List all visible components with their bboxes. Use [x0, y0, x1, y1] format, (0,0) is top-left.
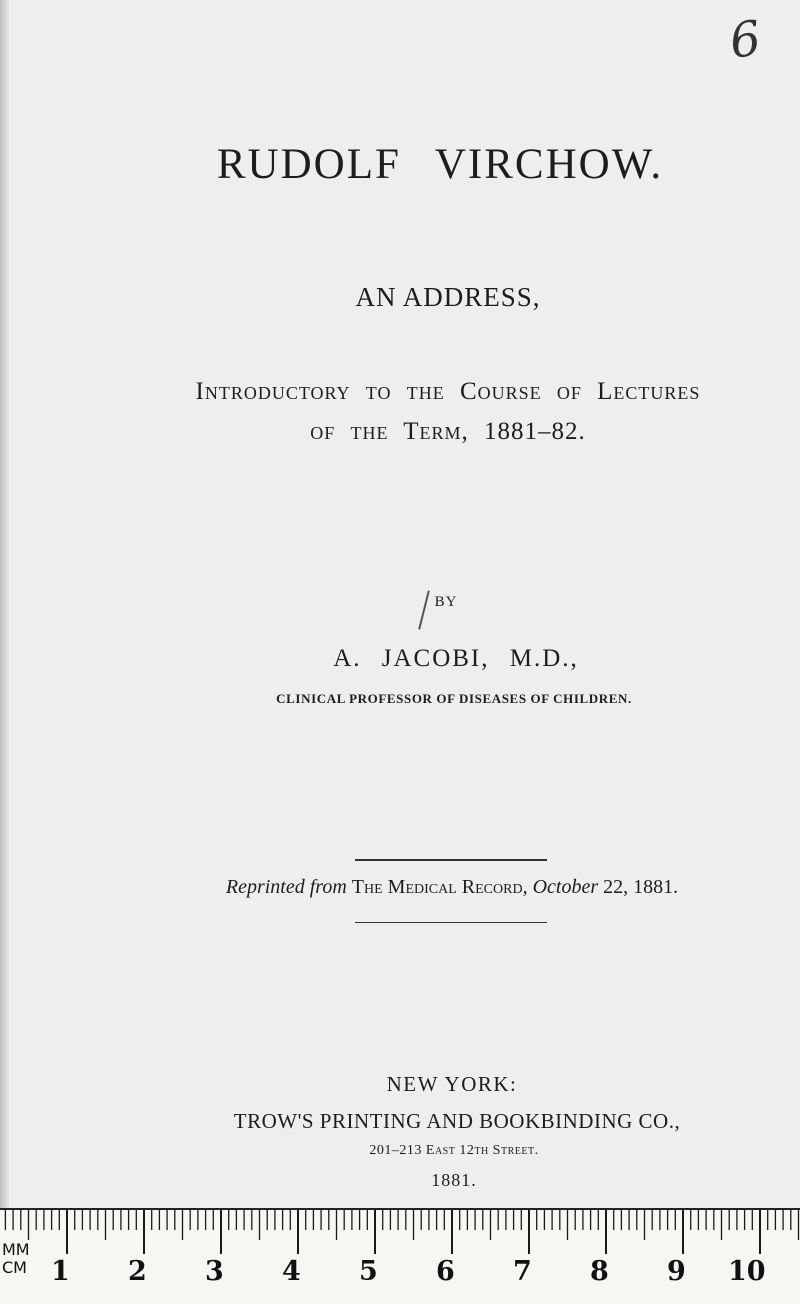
- introductory-line-1: Introductory to the Course of Lectures: [195, 378, 701, 405]
- ruler-number: 3: [205, 1256, 224, 1287]
- measurement-ruler: [0, 1208, 800, 1304]
- imprint-year: 1881.: [431, 1170, 477, 1190]
- ruler-unit-cm: CM: [2, 1258, 27, 1277]
- imprint-address: 201–213 East 12th Street.: [369, 1143, 539, 1158]
- author-name: A. JACOBI, M.D.,: [333, 645, 579, 672]
- reprint-date: October: [532, 876, 599, 898]
- reprint-prefix: Reprinted from: [225, 876, 347, 898]
- imprint-city: NEW YORK:: [386, 1072, 518, 1096]
- ruler-number: 10: [728, 1256, 766, 1287]
- ruler-unit-mm: MM: [2, 1240, 30, 1259]
- ruler-number: 9: [667, 1256, 686, 1287]
- pencil-page-number: 6: [726, 10, 765, 70]
- ruler-number: 8: [590, 1256, 609, 1287]
- ruler-number: 6: [436, 1256, 455, 1287]
- reprint-day-year: 22, 1881.: [603, 876, 679, 898]
- ruler-number: 2: [128, 1256, 147, 1287]
- divider-bottom: [355, 922, 547, 923]
- introductory-line-2: of the Term, 1881–82.: [310, 418, 586, 445]
- ruler-number: 5: [359, 1256, 378, 1287]
- byline: BY: [434, 594, 458, 610]
- ruler-number: 4: [282, 1256, 301, 1287]
- author-position: CLINICAL PROFESSOR OF DISEASES OF CHILDREN.: [276, 691, 632, 706]
- ruler-number: 1: [51, 1256, 70, 1287]
- document-subtitle: AN ADDRESS,: [355, 282, 541, 312]
- divider-top: [355, 859, 547, 861]
- reprint-notice: [52, 876, 800, 899]
- imprint-publisher: TROW'S PRINTING AND BOOKBINDING CO.,: [233, 1109, 681, 1133]
- document-title: RUDOLF VIRCHOW.: [216, 141, 664, 188]
- ruler-number: 7: [513, 1256, 532, 1287]
- reprint-journal: The Medical Record,: [351, 876, 528, 898]
- page-edge-shadow: [0, 0, 9, 1208]
